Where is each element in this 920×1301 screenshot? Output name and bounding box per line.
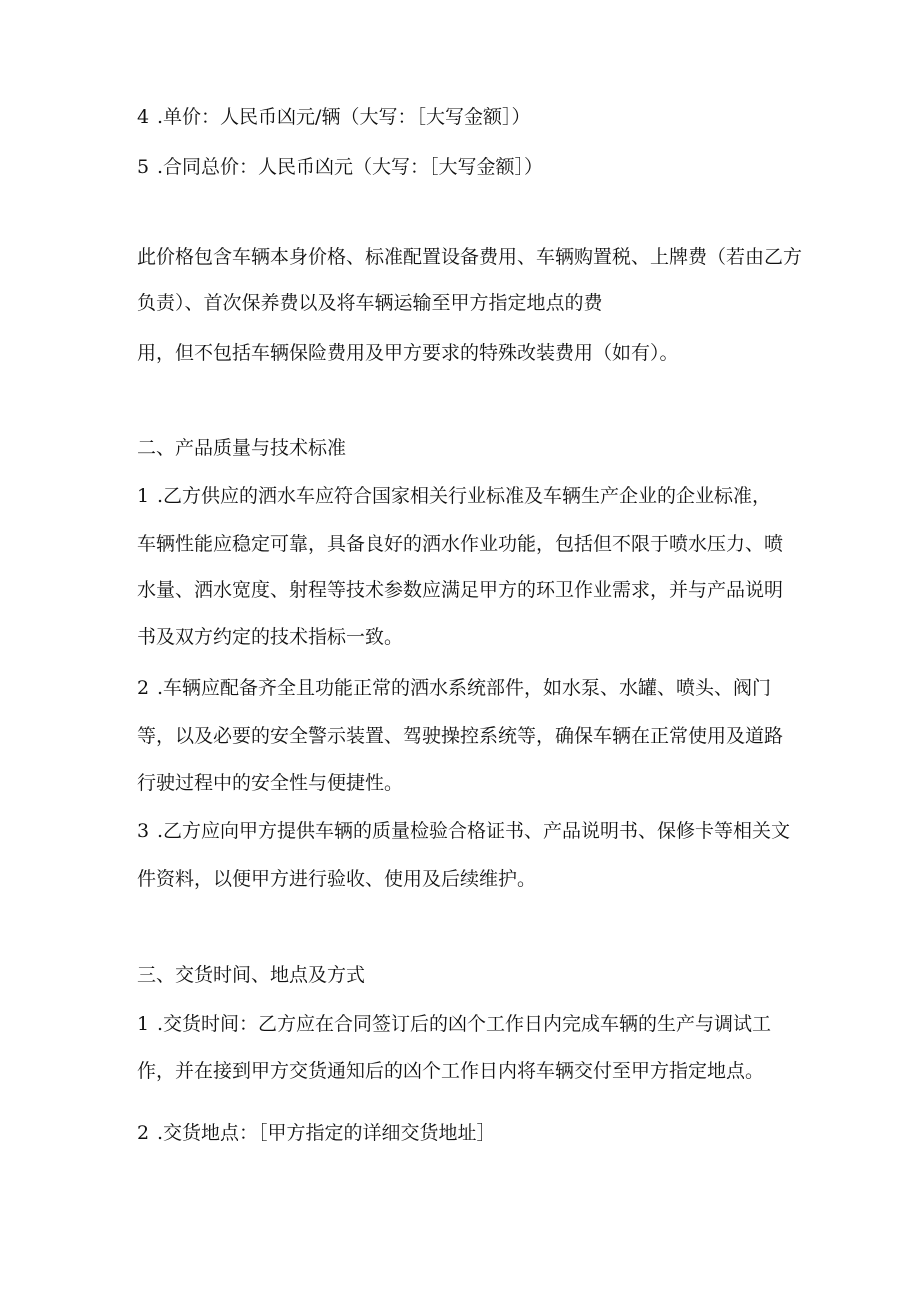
price-includes-line-2: 负责）、首次保养费以及将车辆运输至甲方指定地点的费 bbox=[137, 292, 603, 314]
item-number: 5 bbox=[137, 156, 150, 178]
total-price-text: .合同总价：人民币凶元（大写：［大写金额］） bbox=[157, 156, 544, 178]
item-number: 1 bbox=[137, 485, 150, 507]
quality-item-2-line-3: 行驶过程中的安全性与便捷性。 bbox=[137, 772, 404, 794]
total-price-item bbox=[137, 154, 543, 180]
item-number: 2 bbox=[137, 1122, 150, 1144]
quality-item-1-line-4: 书及双方约定的技术指标一致。 bbox=[137, 626, 404, 648]
section-2-heading: 二、产品质量与技术标准 bbox=[137, 437, 347, 459]
quality-item-3-line-1 bbox=[137, 818, 790, 844]
section-3-heading: 三、交货时间、地点及方式 bbox=[137, 964, 366, 986]
delivery-location-text: .交货地点：［甲方指定的详细交货地址］ bbox=[157, 1122, 496, 1144]
quality-item-2-text: .车辆应配备齐全且功能正常的洒水系统部件，如水泵、水罐、喷头、阀门 bbox=[157, 677, 772, 699]
quality-item-1-line-3: 水量、洒水宽度、射程等技术参数应满足甲方的环卫作业需求，并与产品说明 bbox=[137, 579, 784, 601]
delivery-item-1-line-2: 作，并在接到甲方交货通知后的凶个工作日内将车辆交付至甲方指定地点。 bbox=[137, 1060, 765, 1082]
unit-price-item bbox=[137, 104, 530, 130]
item-number: 2 bbox=[137, 677, 150, 699]
item-number: 3 bbox=[137, 820, 150, 842]
delivery-item-2-line-1 bbox=[137, 1120, 496, 1146]
item-number: 1 bbox=[137, 1013, 150, 1035]
price-includes-line-1: 此价格包含车辆本身价格、标准配置设备费用、车辆购置税、上牌费（若由乙方 bbox=[137, 246, 803, 268]
quality-item-3-text: .乙方应向甲方提供车辆的质量检验合格证书、产品说明书、保修卡等相关文 bbox=[157, 820, 791, 842]
quality-item-1-text: .乙方供应的洒水车应符合国家相关行业标准及车辆生产企业的企业标准， bbox=[157, 485, 772, 507]
delivery-time-text: .交货时间：乙方应在合同签订后的凶个工作日内完成车辆的生产与调试工 bbox=[157, 1013, 772, 1035]
delivery-item-1-line-1 bbox=[137, 1011, 771, 1037]
quality-item-1-line-2: 车辆性能应稳定可靠，具备良好的洒水作业功能，包括但不限于喷水压力、喷 bbox=[137, 533, 784, 555]
item-number: 4 bbox=[137, 106, 150, 128]
price-includes-line-3: 用，但不包括车辆保险费用及甲方要求的特殊改装费用（如有）。 bbox=[137, 342, 679, 364]
quality-item-3-line-2: 件资料，以便甲方进行验收、使用及后续维护。 bbox=[137, 868, 537, 890]
quality-item-1-line-1 bbox=[137, 483, 771, 509]
unit-price-text: .单价：人民币凶元/辆（大写：［大写金额］） bbox=[157, 106, 531, 128]
quality-item-2-line-1 bbox=[137, 675, 771, 701]
quality-item-2-line-2: 等，以及必要的安全警示装置、驾驶操控系统等，确保车辆在正常使用及道路 bbox=[137, 725, 784, 747]
